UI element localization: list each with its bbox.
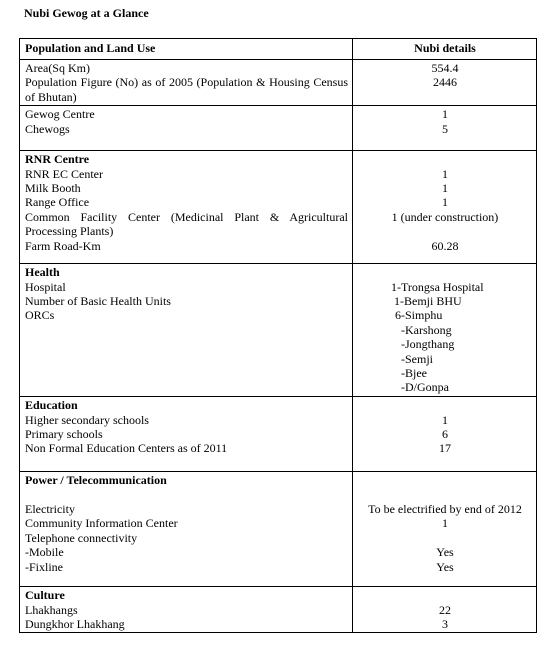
- common-facility-label: Common Facility Center (Medicinal Plant & Agricultural Processing Plants): [25, 209, 348, 239]
- hospital-label: Hospital: [25, 279, 66, 294]
- lhakhangs-label: Lhakhangs: [25, 602, 78, 617]
- cic-value: 1: [442, 516, 448, 531]
- rnr-ec-label: RNR EC Center: [25, 166, 103, 181]
- population-figure-value: 2446: [433, 75, 457, 90]
- primary-schools-value: 6: [442, 427, 448, 442]
- glance-table: [19, 38, 537, 633]
- range-office-label: Range Office: [25, 195, 90, 210]
- section-culture: [20, 587, 537, 633]
- range-office-value: 1: [442, 195, 448, 210]
- admin-values: [353, 106, 537, 151]
- area-label: Area(Sq Km): [25, 61, 90, 75]
- fixline-label: -Fixline: [25, 559, 63, 574]
- mobile-value: Yes: [436, 545, 454, 560]
- power-labels: [20, 472, 353, 587]
- header-right: Nubi details: [353, 39, 537, 60]
- rnr-values: [353, 151, 537, 264]
- section-admin: [20, 106, 537, 151]
- header-left: Population and Land Use: [20, 39, 353, 60]
- gewog-centre-label: Gewog Centre: [25, 107, 95, 122]
- health-values: [353, 264, 537, 397]
- population-values: [353, 60, 537, 106]
- hospital-value: 1-Trongsa Hospital: [391, 279, 484, 294]
- admin-labels: [20, 106, 353, 151]
- section-health: [20, 264, 537, 397]
- population-figure-label: Population Figure (No) as of 2005 (Population & Housing Census of Bhutan): [25, 75, 348, 104]
- rnr-ec-value: 1: [442, 166, 448, 181]
- milk-booth-value: 1: [442, 181, 448, 196]
- orc-semji: -Semji: [401, 351, 433, 366]
- orcs-label: ORCs: [25, 308, 55, 323]
- dungkhor-label: Dungkhor Lhakhang: [25, 617, 125, 632]
- rnr-heading: RNR Centre: [25, 152, 90, 167]
- dungkhor-value: 3: [442, 617, 448, 632]
- higher-secondary-value: 1: [442, 412, 448, 427]
- cic-label: Community Information Center: [25, 516, 178, 531]
- power-heading: Power / Telecommunication: [25, 473, 167, 488]
- primary-schools-label: Primary schools: [25, 427, 103, 442]
- culture-heading: Culture: [25, 588, 65, 603]
- nfe-label: Non Formal Education Centers as of 2011: [25, 441, 228, 456]
- chewogs-label: Chewogs: [25, 121, 70, 136]
- nfe-value: 17: [439, 441, 451, 456]
- fixline-value: Yes: [436, 559, 454, 574]
- milk-booth-label: Milk Booth: [25, 181, 81, 196]
- orc-karshong: -Karshong: [401, 322, 452, 337]
- orc-jongthang: -Jongthang: [401, 337, 455, 352]
- education-heading: Education: [25, 398, 78, 413]
- orcs-value: 6-Simphu: [395, 308, 443, 323]
- electricity-label: Electricity: [25, 502, 75, 517]
- power-values: [353, 472, 537, 587]
- section-population: [20, 60, 537, 106]
- culture-labels: [20, 587, 353, 633]
- section-education: [20, 397, 537, 472]
- area-value: 554.4: [431, 61, 459, 75]
- higher-secondary-label: Higher secondary schools: [25, 412, 149, 427]
- culture-values: [353, 587, 537, 633]
- education-values: [353, 397, 537, 472]
- bhu-label: Number of Basic Health Units: [25, 294, 171, 309]
- table-header-row: [20, 39, 537, 60]
- common-facility-value: 1 (under construction): [391, 209, 499, 224]
- farm-road-label: Farm Road-Km: [25, 238, 101, 253]
- chewogs-value: 5: [442, 121, 448, 136]
- gewog-centre-value: 1: [442, 107, 448, 122]
- bhu-value: 1-Bemji BHU: [394, 294, 462, 309]
- education-labels: [20, 397, 353, 472]
- section-power: [20, 472, 537, 587]
- orc-bjee: -Bjee: [401, 366, 427, 381]
- rnr-labels: [20, 151, 353, 264]
- health-labels: [20, 264, 353, 397]
- population-labels: [20, 60, 353, 106]
- electricity-value: To be electrified by end of 2012: [368, 502, 522, 516]
- section-rnr: [20, 151, 537, 264]
- telephone-label: Telephone connectivity: [25, 530, 138, 545]
- page-title: Nubi Gewog at a Glance: [24, 6, 149, 20]
- farm-road-value: 60.28: [431, 238, 459, 253]
- health-heading: Health: [25, 265, 60, 280]
- orc-dgonpa: -D/Gonpa: [401, 380, 449, 395]
- lhakhangs-value: 22: [439, 602, 451, 617]
- mobile-label: -Mobile: [25, 545, 64, 560]
